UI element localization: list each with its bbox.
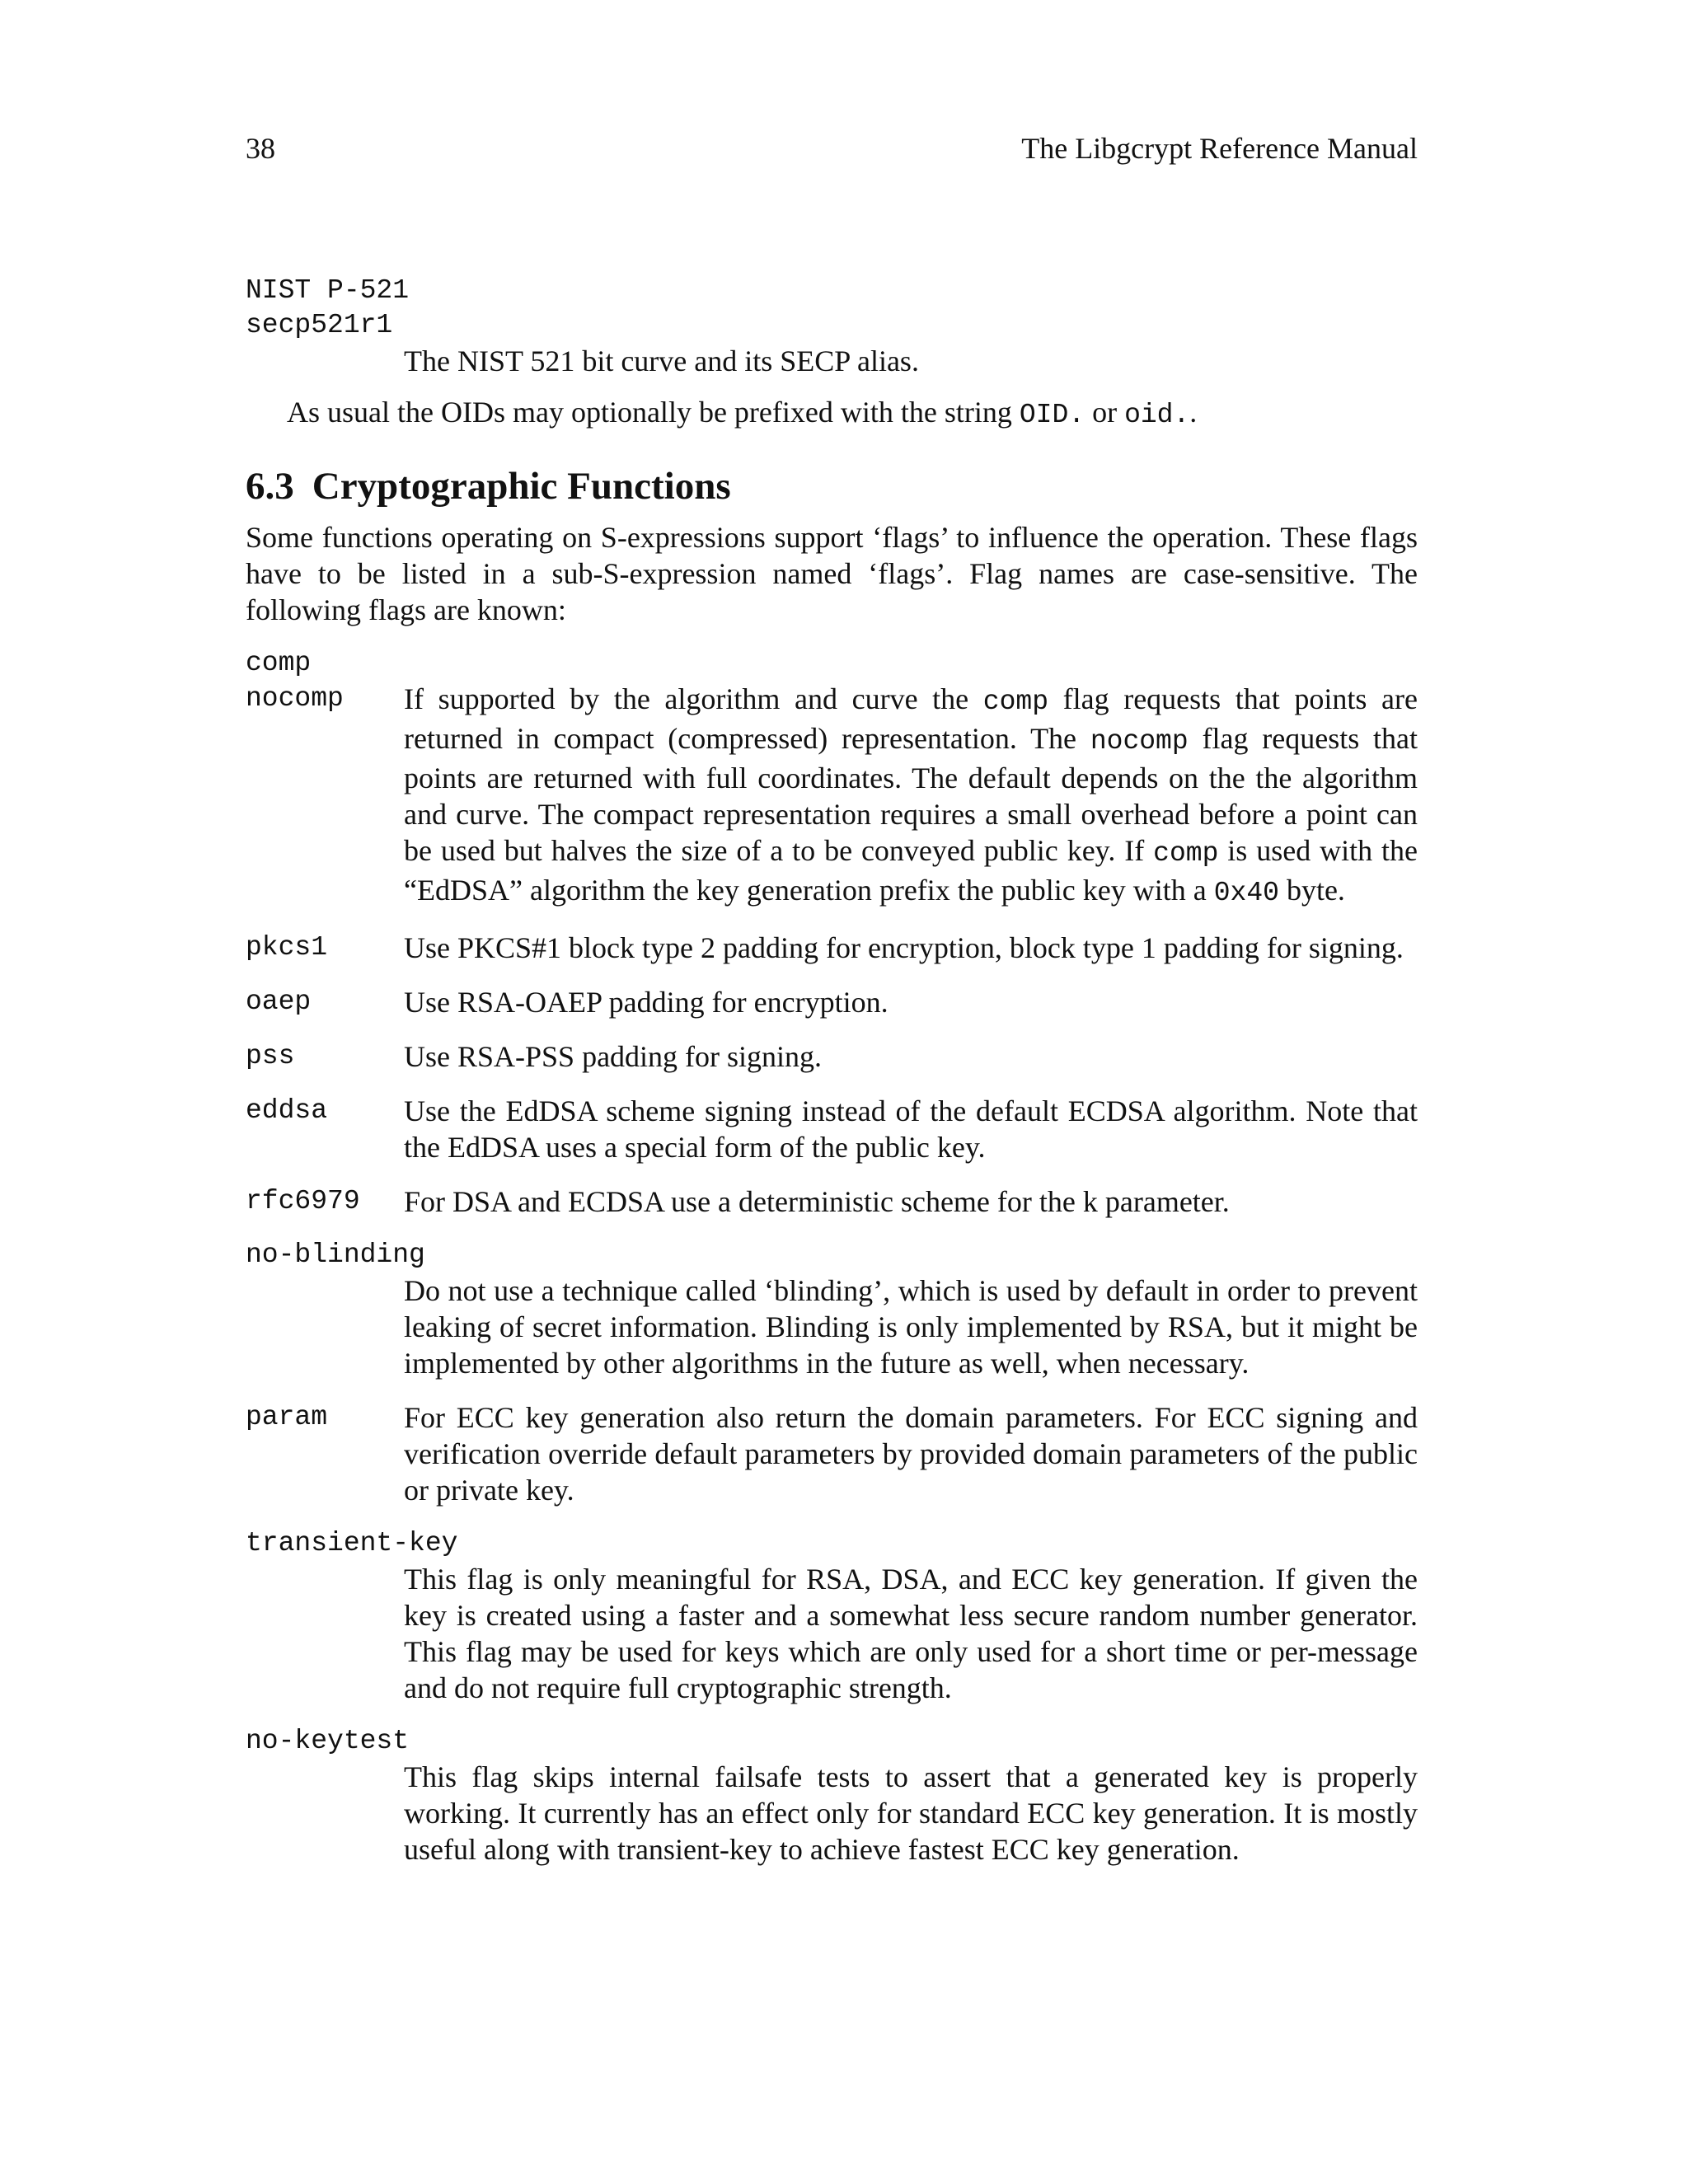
definition-term: transient-key (246, 1528, 458, 1558)
definition-term: secp521r1 (246, 310, 393, 340)
page-header (246, 130, 1418, 166)
text-run: is used with the “EdDSA” algorithm the key generation prefix the public key with a (404, 834, 1418, 907)
definition-description: This flag is only meaningful for RSA, DSA, and ECC key generation. If given the key is created using a faster and a somewhat less secure random number generator. This flag may be used for keys which are only used for a short time or per-message and do not require full cryptographic strength. (404, 1563, 1418, 1704)
code-nocomp: nocomp (1090, 726, 1189, 757)
page-body (246, 269, 1418, 1868)
definition-term: no-blinding (246, 1240, 425, 1270)
definition-description: Do not use a technique called ‘blinding’, which is used by default in order to prevent leaking of secret information. Blinding is only implemented by RSA, but it might be implemented by other algorithms in the future as well, when necessary. (404, 1274, 1418, 1380)
definition-description: Use the EdDSA scheme signing instead of the default ECDSA algorithm. Note that the EdDSA uses a special form of the public key. (404, 1094, 1418, 1164)
definition-term: pkcs1 (246, 932, 328, 963)
text-run: As usual the OIDs may optionally be prefixed with the string (287, 396, 1020, 429)
definition-pkcs1 (246, 930, 1418, 966)
definition-description: This flag skips internal failsafe tests to assert that a generated key is properly working. It currently has an effect only for standard ECC key generation. It is mostly useful along with transient-key to achieve fastest ECC key generation. (404, 1760, 1418, 1866)
code-comp: comp (982, 687, 1048, 717)
definition-term: rfc6979 (246, 1186, 360, 1216)
section-number: 6.3 (246, 465, 294, 508)
text-run: If supported by the algorithm and curve the (404, 682, 983, 715)
definition-term: eddsa (246, 1095, 328, 1126)
definition-description: For DSA and ECDSA use a deterministic scheme for the k parameter. (404, 1185, 1230, 1218)
definition-curve-p521 (246, 274, 1418, 379)
definition-param (246, 1399, 1418, 1508)
definition-term: comp (246, 648, 312, 678)
definition-eddsa (246, 1093, 1418, 1165)
definition-description: Use RSA-PSS padding for signing. (404, 1040, 823, 1073)
definition-term: pss (246, 1041, 295, 1071)
definition-pss (246, 1038, 1418, 1075)
intro-paragraph: Some functions operating on S-expressions support ‘flags’ to influence the operation. These flags have to be listed in a sub-S-expression named ‘flags’. Flag names are case-sensitive. The following flags are known: (246, 521, 1418, 626)
definition-row (246, 681, 1418, 912)
definition-rfc6979 (246, 1183, 1418, 1220)
text-run: . (1189, 396, 1198, 429)
definition-oaep (246, 984, 1418, 1020)
definition-term: NIST P-521 (246, 275, 410, 306)
definition-description (404, 681, 1418, 912)
running-title: The Libgcrypt Reference Manual (1021, 132, 1418, 165)
text-run: flag requests that points are returned in compact (compressed) representation. The (404, 682, 1418, 755)
section-title: Cryptographic Functions (312, 465, 731, 508)
definition-comp (246, 646, 1418, 912)
definition-term: param (246, 1402, 328, 1432)
definition-no-blinding (246, 1238, 1418, 1381)
definition-term: no-keytest (246, 1726, 410, 1756)
definition-description: Use RSA-OAEP padding for encryption. (404, 986, 889, 1019)
code-oid-lower: oid. (1124, 400, 1190, 430)
definition-transient-key (246, 1526, 1418, 1706)
section-heading (246, 462, 1418, 511)
definition-description: The NIST 521 bit curve and its SECP alias. (404, 344, 919, 377)
definition-description: Use PKCS#1 block type 2 padding for encryption, block type 1 padding for signing. (404, 931, 1404, 964)
text-run: byte. (1278, 874, 1345, 907)
oid-paragraph (246, 394, 1418, 434)
definition-no-keytest (246, 1724, 1418, 1868)
definition-term: nocomp (246, 683, 344, 714)
code-oid-upper: OID. (1019, 400, 1085, 430)
definition-term: oaep (246, 987, 312, 1017)
page-number: 38 (246, 132, 275, 165)
definition-description: For ECC key generation also return the domain parameters. For ECC signing and verification override default parameters by provided domain parameters of the public or private key. (404, 1401, 1418, 1507)
code-0x40: 0x40 (1213, 878, 1279, 908)
code-comp: comp (1153, 838, 1219, 869)
text-run: or (1085, 396, 1125, 429)
text-run: flag requests that points are returned with full coordinates. The default depends on the the algorithm and curve. The compact representation requires a small overhead before a point can be used but halves the size of a to be conveyed public key. If (404, 722, 1418, 867)
